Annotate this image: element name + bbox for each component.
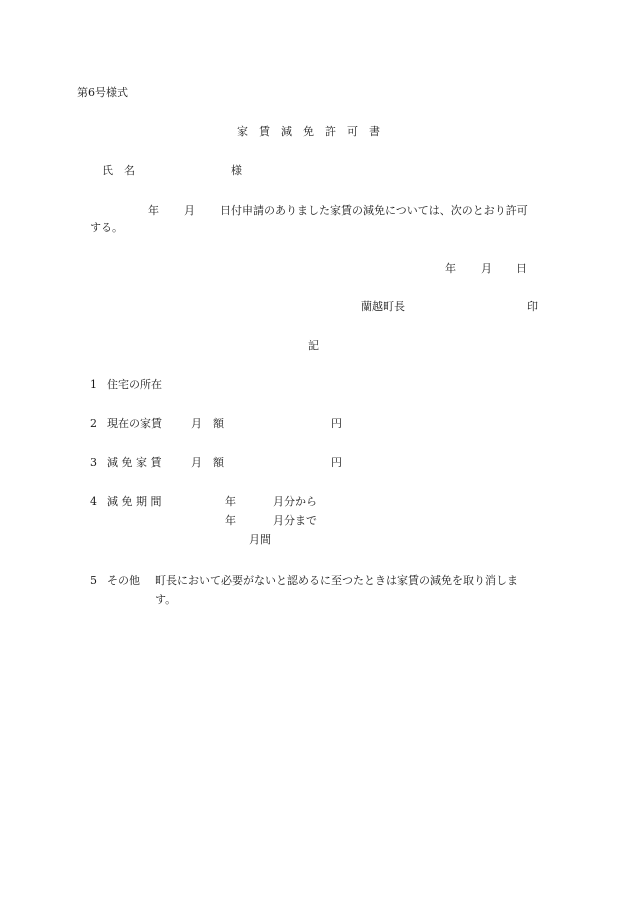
title-char: 可 xyxy=(347,125,358,138)
item-4-from-year: 年 xyxy=(225,495,236,508)
item-3-sub-label: 月 額 xyxy=(191,456,224,469)
title-char: 書 xyxy=(369,125,380,138)
item-5-label: その他 xyxy=(107,574,140,587)
item-4-duration: 月間 xyxy=(249,533,271,546)
title-char: 賃 xyxy=(259,125,270,138)
item-4-label: 減 免 期 間 xyxy=(107,495,162,508)
title-char: 家 xyxy=(237,125,248,138)
item-4-from-month: 月分から xyxy=(273,495,317,508)
item-4-to-year: 年 xyxy=(225,514,236,527)
item-2-unit: 円 xyxy=(331,417,342,430)
date-day: 日 xyxy=(516,262,527,275)
item-2-number: 2 xyxy=(90,417,97,430)
item-3-number: 3 xyxy=(90,456,97,469)
item-5-number: 5 xyxy=(90,574,97,587)
document-title xyxy=(237,125,391,139)
addressee-name-label-1: 氏 xyxy=(102,164,113,177)
title-char: 免 xyxy=(303,125,314,138)
body-year: 年 xyxy=(148,204,159,217)
date-month: 月 xyxy=(481,262,492,275)
body-month: 月 xyxy=(184,204,195,217)
form-number: 第6号様式 xyxy=(77,86,128,99)
title-char: 許 xyxy=(325,125,336,138)
addressee-name-label-2: 名 xyxy=(124,164,135,177)
body-text-continued: する。 xyxy=(90,221,123,234)
item-5-text-continued: す。 xyxy=(155,593,177,606)
date-year: 年 xyxy=(445,262,456,275)
item-4-to-month: 月分まで xyxy=(273,514,317,527)
note-heading: 記 xyxy=(308,339,319,352)
item-2-label: 現在の家賃 xyxy=(107,417,162,430)
addressee-honorific: 様 xyxy=(231,164,242,177)
item-5-text: 町長において必要がないと認めるに至つたときは家賃の減免を取り消しま xyxy=(155,574,518,587)
item-2-sub-label: 月 額 xyxy=(191,417,224,430)
item-3-unit: 円 xyxy=(331,456,342,469)
issuer-seal: 印 xyxy=(527,300,538,313)
item-4-number: 4 xyxy=(90,495,97,508)
item-1-label: 住宅の所在 xyxy=(107,378,162,391)
issuer-title: 蘭越町長 xyxy=(361,300,405,313)
item-1-number: 1 xyxy=(90,378,97,391)
item-3-label: 減 免 家 賃 xyxy=(107,456,162,469)
body-text: 日付申請のありました家賃の減免については、次のとおり許可 xyxy=(220,204,528,217)
title-char: 減 xyxy=(281,125,292,138)
